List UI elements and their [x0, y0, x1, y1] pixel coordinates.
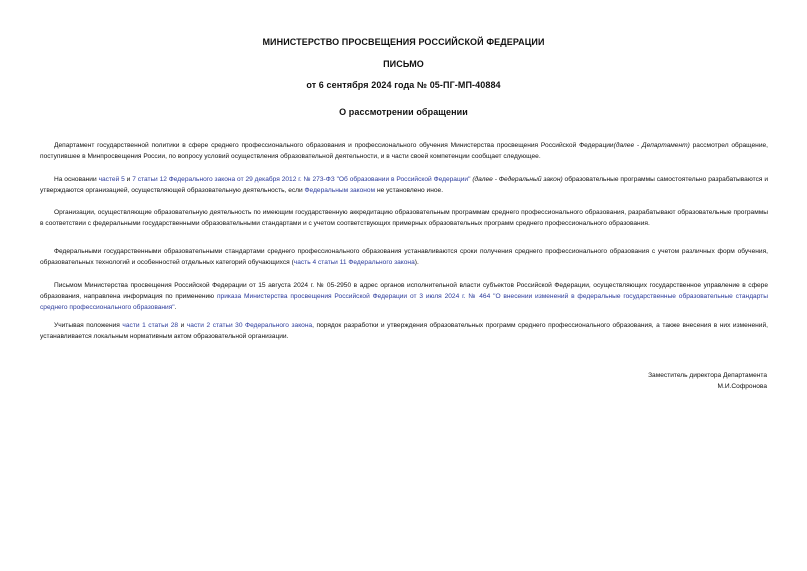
- paragraph-1: [40, 140, 768, 162]
- law-link-part-5[interactable]: частей 5: [98, 176, 125, 183]
- law-link-article-12[interactable]: 7 статьи 12 Федерального закона от 29 декабря 2012 г. № 273-ФЗ "Об образовании в Российской Федерации": [132, 176, 471, 183]
- paragraph-text: Федеральными государственными образовательными стандартами среднего профессионального образования устанавливаются сроки получения среднего профессионального образования с учетом различных форм обучения, образовательных технологий и особенностей отдельных категорий обучающихся (: [40, 248, 768, 266]
- paragraph-text: и: [124, 176, 133, 183]
- paragraph-text: не установлено иное.: [375, 187, 444, 194]
- signatory-position: Заместитель директора Департамента: [648, 372, 767, 379]
- date-number-heading: от 6 сентября 2024 года № 05-ПГ-МП-40884: [306, 80, 501, 90]
- document-type-heading: ПИСЬМО: [383, 59, 424, 69]
- paragraph-text: .: [174, 304, 177, 311]
- law-link-article-11[interactable]: часть 4 статьи 11 Федерального закона: [293, 259, 415, 266]
- paragraph-2: [40, 174, 768, 196]
- order-link-464[interactable]: приказа Министерства просвещения Российской Федерации от 3 июля 2024 г. № 464 "О внесении изменений в федеральные государственные образовательные стандарты среднего профессионального образования": [40, 293, 768, 311]
- signature-block: [648, 370, 767, 392]
- paragraph-italic-text: (далее - Федеральный закон): [470, 176, 563, 183]
- paragraph-text: образовательные программы самостоятельно разрабатываются и утверждаются организацией, осуществляющей образовательную деятельность, если: [40, 176, 769, 194]
- paragraph-text: Организации, осуществляющие образовательную деятельность по имеющим государственную аккредитацию образовательным программам среднего профессионального образования, разрабатывают образовательные программы в соответствии с федеральными государственными образовательными стандартами и с учетом соответствующих примерных образовательных программ среднего профессионального образования.: [40, 209, 768, 227]
- paragraph-text: На основании: [54, 176, 99, 183]
- paragraph-text: , порядок разработки и утверждения образовательных программ среднего профессионального образования, а также внесения в них изменений, устанавливается локальным нормативным актом образовательной организации.: [40, 322, 768, 340]
- paragraph-text: и: [178, 322, 187, 329]
- ministry-heading: МИНИСТЕРСТВО ПРОСВЕЩЕНИЯ РОССИЙСКОЙ ФЕДЕРАЦИИ: [262, 37, 545, 47]
- paragraph-text: Письмом Министерства просвещения Российской Федерации от 15 августа 2024 г. № 05-2950 в адрес органов исполнительной власти субъектов Российской Федерации, осуществляющих государственное управление в сфере образования, направлена информация по применению: [40, 282, 768, 300]
- paragraph-5: [40, 280, 768, 313]
- subject-heading: О рассмотрении обращении: [339, 107, 468, 117]
- law-link-article-30[interactable]: части 2 статьи 30 Федерального закона: [186, 322, 313, 329]
- paragraph-text: ).: [414, 259, 419, 266]
- paragraph-6: [40, 320, 768, 342]
- paragraph-text: рассмотрел обращение, поступившее в Минпросвещения России, по вопросу условий осуществления образовательной деятельности, и в части своей компетенции сообщает следующее.: [40, 142, 769, 160]
- paragraph-text: Учитывая положения: [54, 322, 123, 329]
- paragraph-text: Департамент государственной политики в сфере среднего профессионального образования и профессионального обучения Министерства просвещения Российской Федерации: [54, 142, 614, 149]
- paragraph-4: [40, 246, 768, 268]
- signatory-name: М.И.Софронова: [717, 383, 767, 390]
- paragraph-italic-text: (далее - Департамент): [613, 142, 690, 149]
- law-link-article-28[interactable]: части 1 статьи 28: [122, 322, 179, 329]
- paragraph-3: [40, 207, 768, 229]
- law-link-federal-law[interactable]: Федеральным законом: [304, 187, 376, 194]
